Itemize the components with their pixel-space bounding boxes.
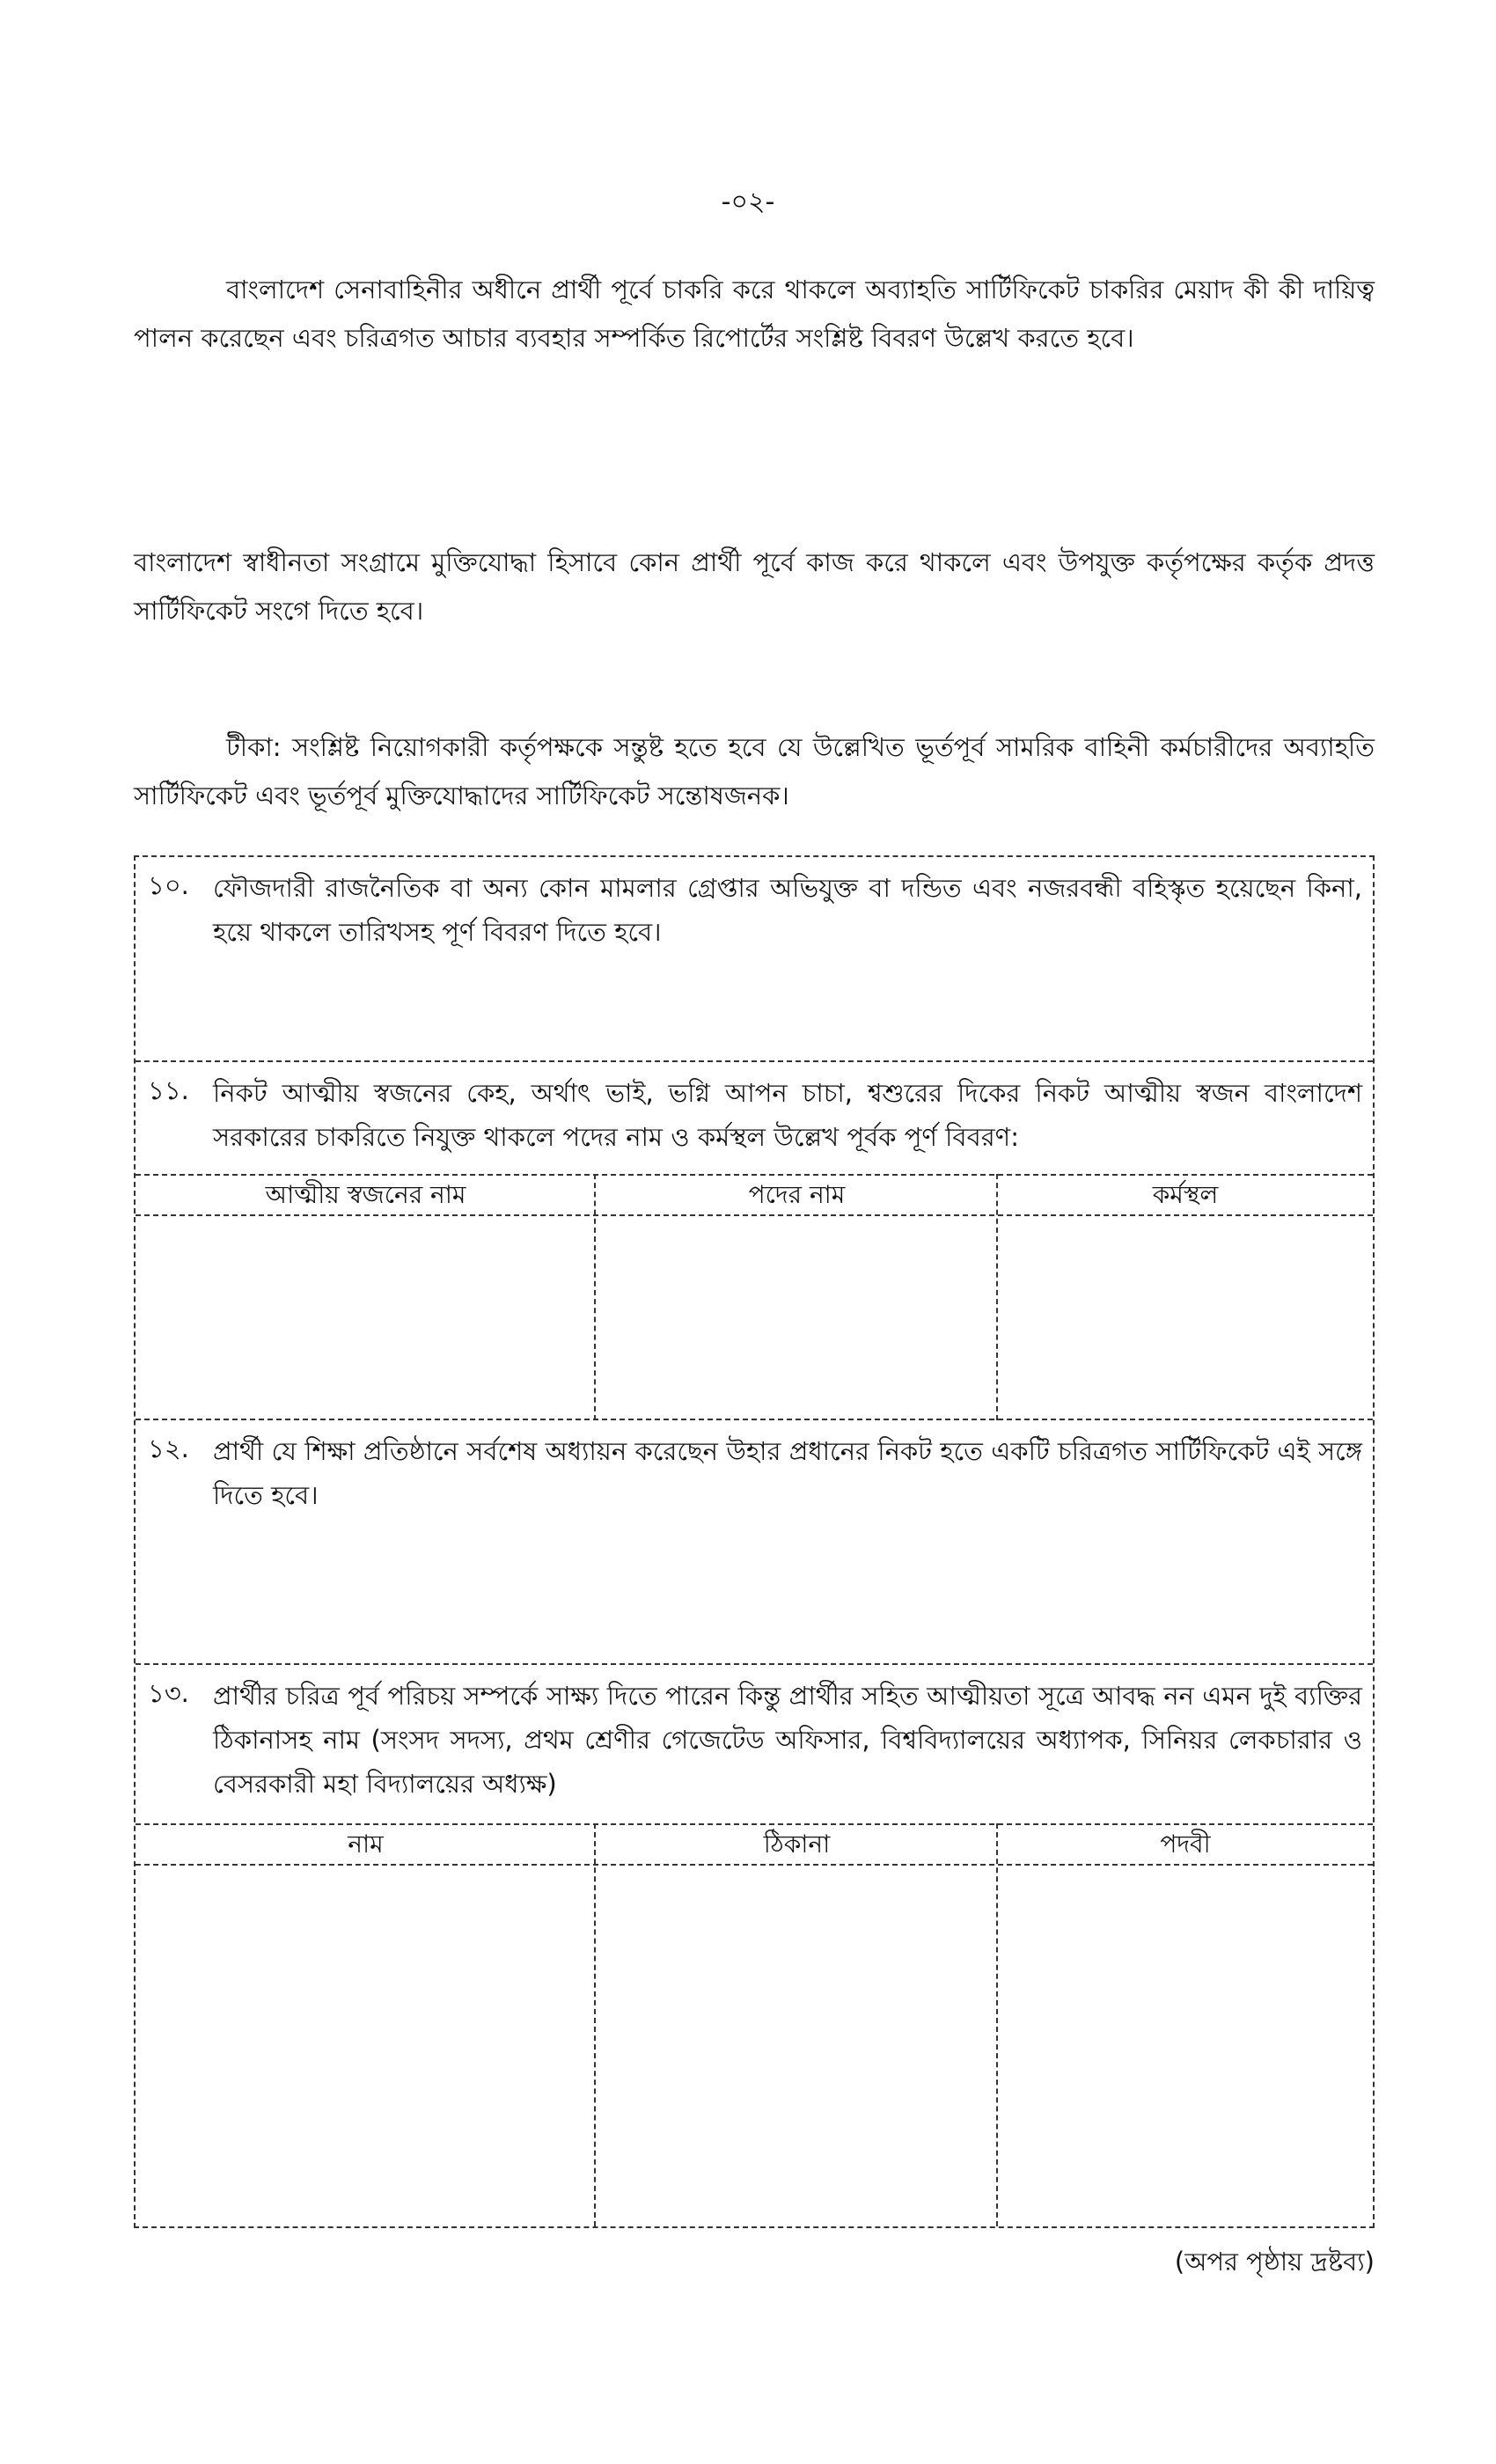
army-service-paragraph: বাংলাদেশ সেনাবাহিনীর অধীনে প্রার্থী পূর্বে চাকরি করে থাকলে অব্যাহতি সার্টিফিকেট চাকরির মেয়াদ কী কী দায়িত্ব পালন করেছেন এবং চরিত্রগত আচার ব্যবহার সম্পর্কিত রিপোর্টের সংশ্লিষ্ট বিবরণ উল্লেখ করতে হবে।: [134, 275, 1375, 353]
item-12-section: [136, 1420, 1373, 1665]
form-box: [134, 855, 1375, 2228]
item-text: প্রার্থীর চরিত্র পূর্ব পরিচয় সম্পর্কে সাক্ষ্য দিতে পারেন কিন্তু প্রার্থীর সহিত আত্মীয়তা সূত্রে আবদ্ধ নন এমন দুই ব্যক্তির ঠিকানাসহ নাম (সংসদ সদস্য, প্রথম শ্রেণীর গেজেটেড অফিসার, বিশ্ববিদ্যালয়ের অধ্যাপক, সিনিয়র লেকচারার ও বেসরকারী মহা বিদ্যালয়ের অধ্যক্ষ): [213, 1681, 1362, 1799]
item-10-section: [136, 857, 1373, 1062]
column-header-designation: পদবী: [1160, 1830, 1211, 1859]
column-header-workplace: কর্মস্থল: [1152, 1180, 1219, 1209]
table-header: [136, 1823, 1373, 1866]
column-divider: [594, 1823, 596, 2226]
column-header-post-name: পদের নাম: [748, 1180, 846, 1209]
item-number: ১২.: [148, 1434, 189, 1463]
item-text: ফৌজদারী রাজনৈতিক বা অন্য কোন মামলার গ্রেপ্তার অভিযুক্ত বা দন্ডিত এবং নজরবন্ধী বহিস্কৃত হয়েছেন কিনা, হয়ে থাকলে তারিখসহ পূর্ণ বিবরণ দিতে হবে।: [213, 873, 1362, 947]
item-11-section: [136, 1062, 1373, 1420]
column-divider: [996, 1823, 998, 2226]
note-paragraph: টীকা: সংশ্লিষ্ট নিয়োগকারী কর্তৃপক্ষকে সন্তুষ্ট হতে হবে যে উল্লেখিত ভূর্তপূর্ব সামরিক বাহিনী কর্মচারীদের অব্যাহতি সার্টিফিকেট এবং ভূর্তপূর্ব মুক্তিযোদ্ধাদের সার্টিফিকেট সন্তোষজনক।: [134, 732, 1375, 810]
column-divider: [594, 1174, 596, 1420]
page-number: -০২-: [721, 187, 775, 217]
column-header-relative-name: আত্মীয় স্বজনের নাম: [265, 1180, 466, 1209]
column-header-address: ঠিকানা: [763, 1830, 831, 1859]
relatives-table: [136, 1174, 1373, 1420]
item-text: প্রার্থী যে শিক্ষা প্রতিষ্ঠানে সর্বশেষ অধ্যায়ন করেছেন উহার প্রধানের নিকট হতে একটি চরিত্রগত সার্টিফিকেট এই সঙ্গে দিতে হবে।: [213, 1436, 1362, 1510]
item-13-section: [136, 1665, 1373, 2226]
table-header: [136, 1174, 1373, 1216]
references-table: [136, 1823, 1373, 2226]
column-divider: [996, 1174, 998, 1420]
continued-note: (অপর পৃষ্ঠায় দ্রষ্টব্য): [1174, 2247, 1375, 2277]
freedom-fighter-paragraph: বাংলাদেশ স্বাধীনতা সংগ্রামে মুক্তিযোদ্ধা হিসাবে কোন প্রার্থী পূর্বে কাজ করে থাকলে এবং উপযুক্ত কর্তৃপক্ষের কর্তৃক প্রদত্ত সার্টিফিকেট সংগে দিতে হবে।: [134, 547, 1375, 626]
item-number: ১০.: [148, 870, 189, 900]
item-number: ১৩.: [148, 1678, 189, 1708]
column-header-name: নাম: [348, 1830, 384, 1859]
item-number: ১১.: [148, 1075, 189, 1105]
item-text: নিকট আত্মীয় স্বজনের কেহ, অর্থাৎ ভাই, ভগ্নি আপন চাচা, শ্বশুরের দিকের নিকট আত্মীয় স্বজন বাংলাদেশ সরকারের চাকরিতে নিযুক্ত থাকলে পদের নাম ও কর্মস্থল উল্লেখ পূর্বক পূর্ণ বিবরণ:: [213, 1078, 1362, 1152]
